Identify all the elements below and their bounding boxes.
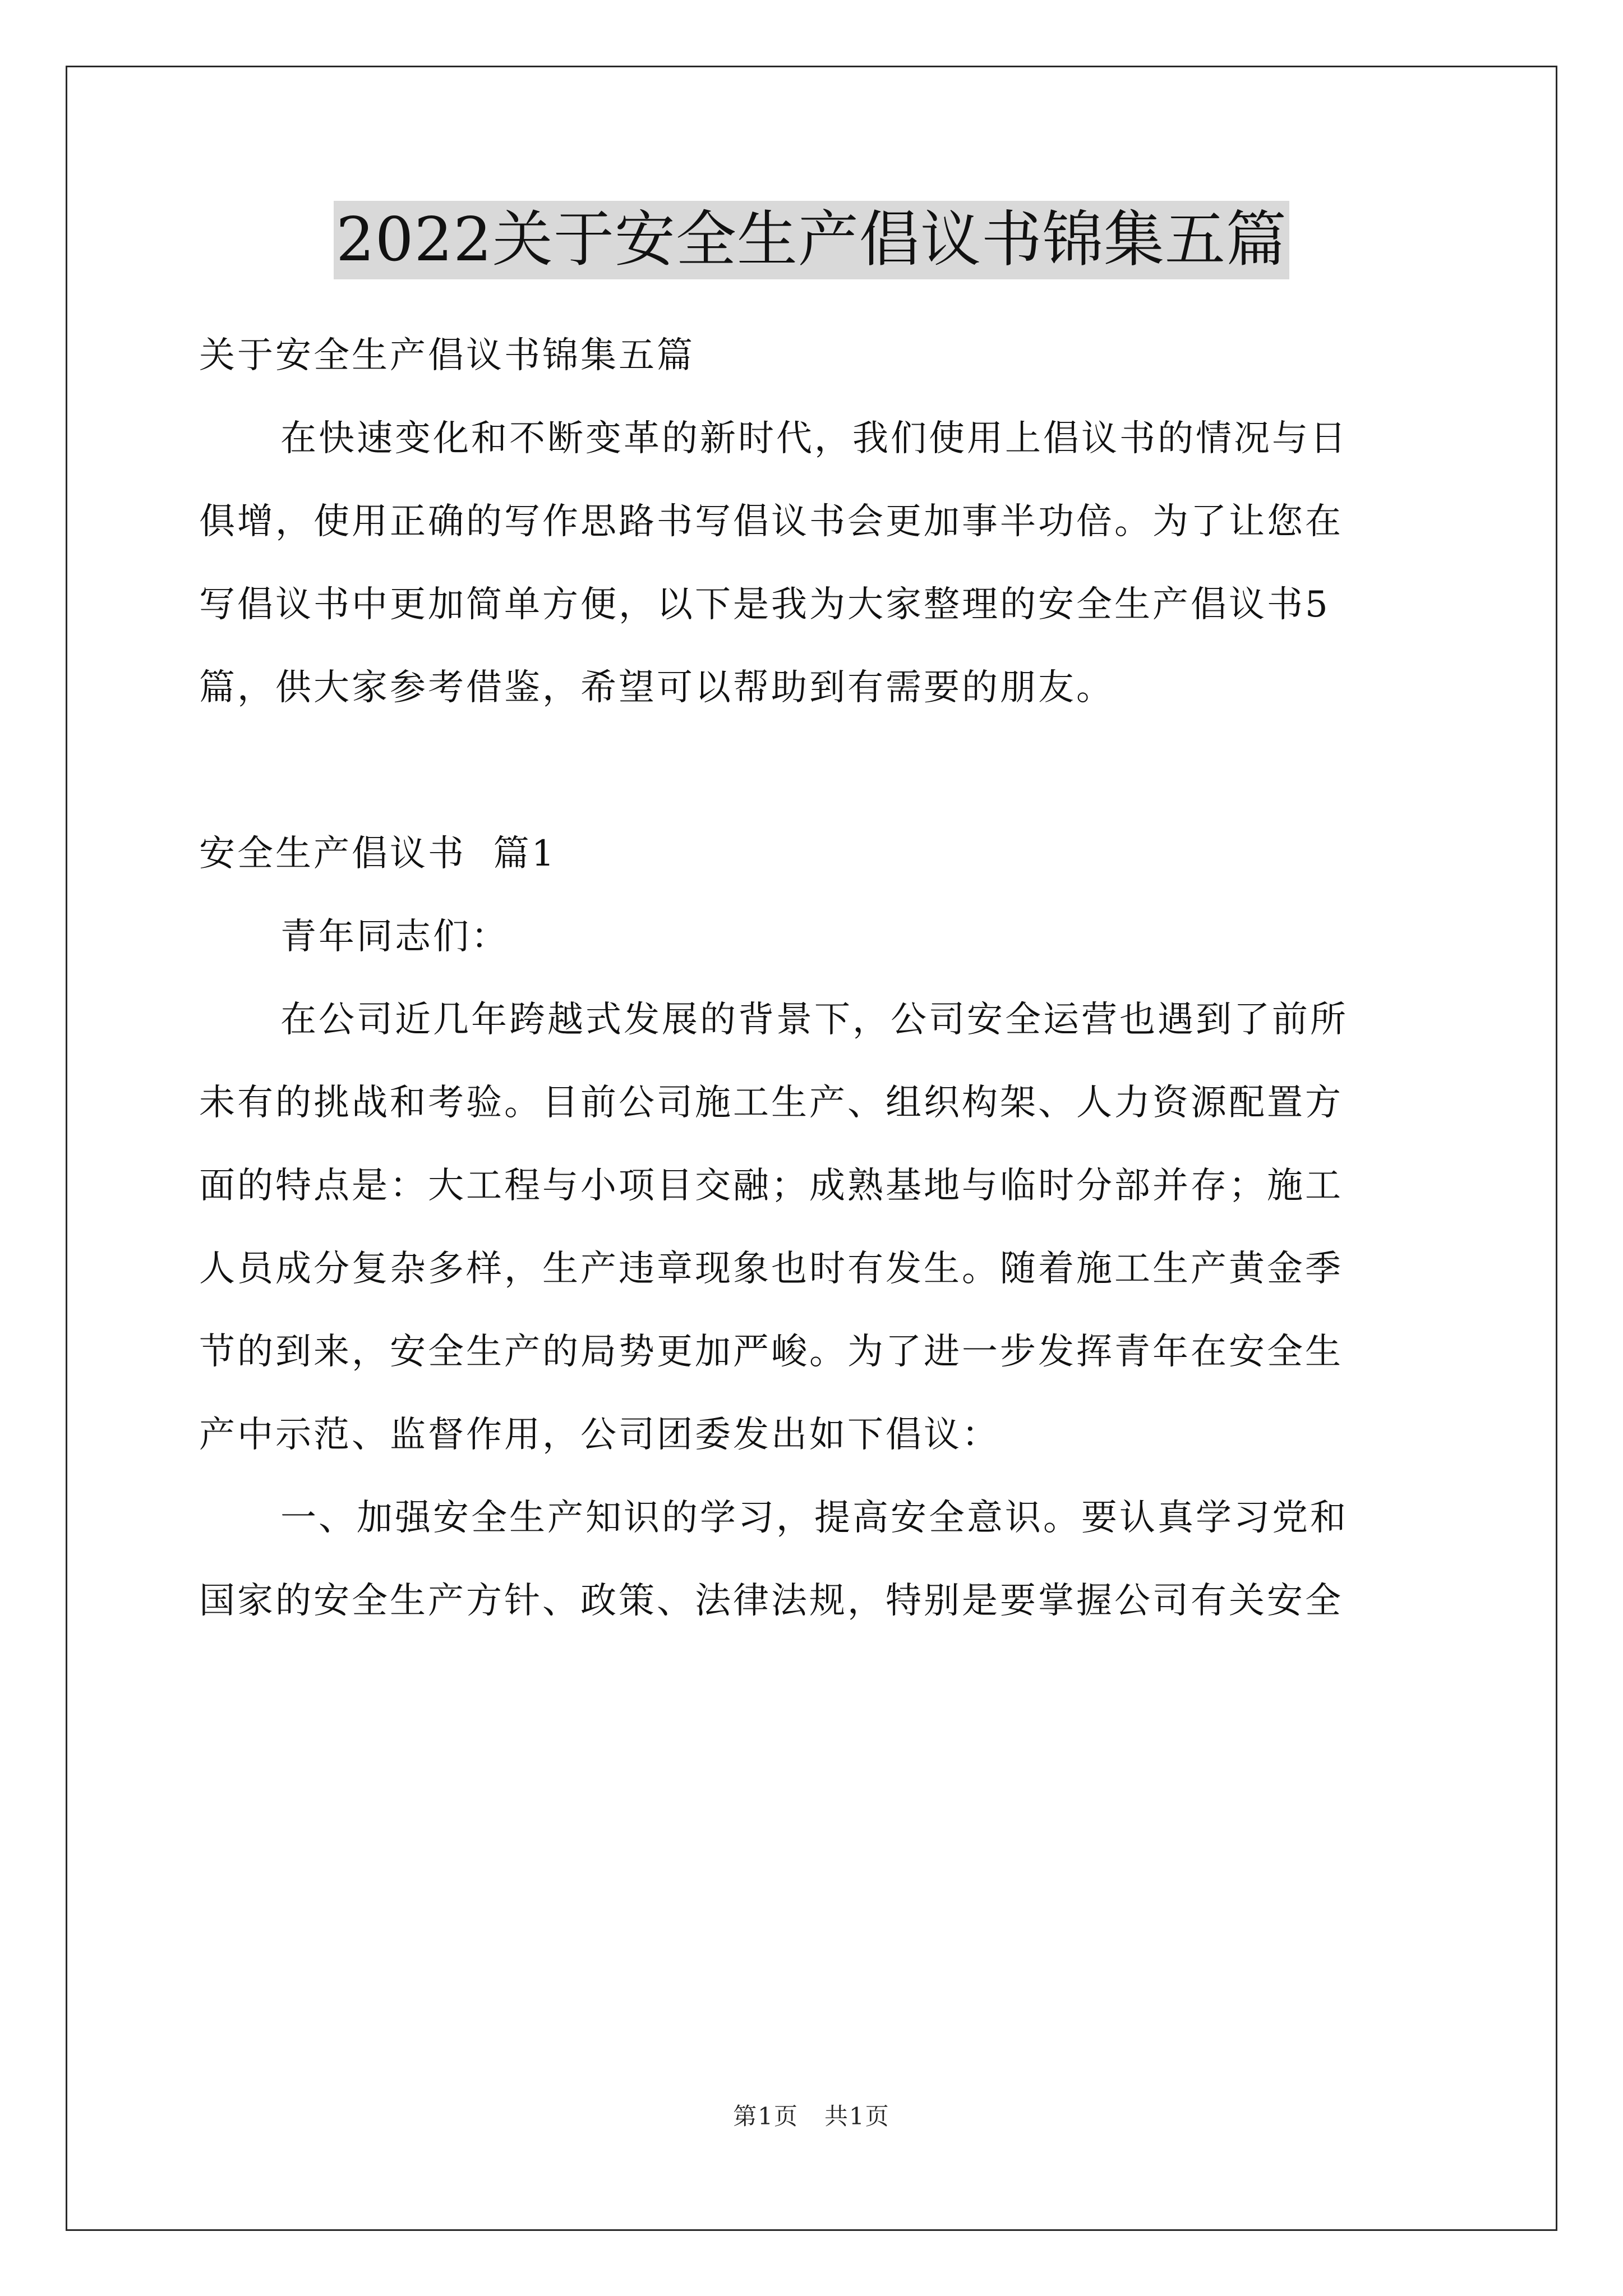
document-body [199,314,1427,1642]
document-title: 2022关于安全生产倡议书锦集五篇 [334,201,1289,279]
page-footer [0,2098,1623,2132]
paragraph-line: 在公司近几年跨越式发展的背景下，公司安全运营也遇到了前所 [280,999,1348,1041]
section-spacer [199,729,1427,812]
paragraph-line: 人员成分复杂多样，生产违章现象也时有发生。随着施工生产黄金季 [199,1248,1343,1290]
paragraph-line: 面的特点是：大工程与小项目交融；成熟基地与临时分部并存；施工 [199,1165,1343,1207]
intro-line: 篇，供大家参考借鉴，希望可以帮助到有需要的朋友。 [199,667,1114,708]
title-container [0,201,1623,279]
page-number: 第1页 共1页 [733,2102,890,2130]
intro-line: 写倡议书中更加简单方便，以下是我为大家整理的安全生产倡议书5 [199,584,1330,625]
paragraph-line: 一、加强安全生产知识的学习，提高安全意识。要认真学习党和 [280,1497,1348,1539]
paragraph-line: 节的到来，安全生产的局势更加严峻。为了进一步发挥青年在安全生 [199,1331,1343,1373]
document-subtitle: 关于安全生产倡议书锦集五篇 [199,335,695,376]
intro-line: 俱增，使用正确的写作思路书写倡议书会更加事半功倍。为了让您在 [199,501,1343,542]
paragraph-line: 产中示范、监督作用，公司团委发出如下倡议： [199,1414,1000,1456]
intro-line: 在快速变化和不断变革的新时代，我们使用上倡议书的情况与日 [280,418,1348,459]
salutation: 青年同志们： [280,916,509,958]
section-heading: 安全生产倡议书 篇1 [199,833,557,875]
paragraph-line: 未有的挑战和考验。目前公司施工生产、组织构架、人力资源配置方 [199,1082,1343,1124]
paragraph-line: 国家的安全生产方针、政策、法律法规，特别是要掌握公司有关安全 [199,1580,1343,1622]
